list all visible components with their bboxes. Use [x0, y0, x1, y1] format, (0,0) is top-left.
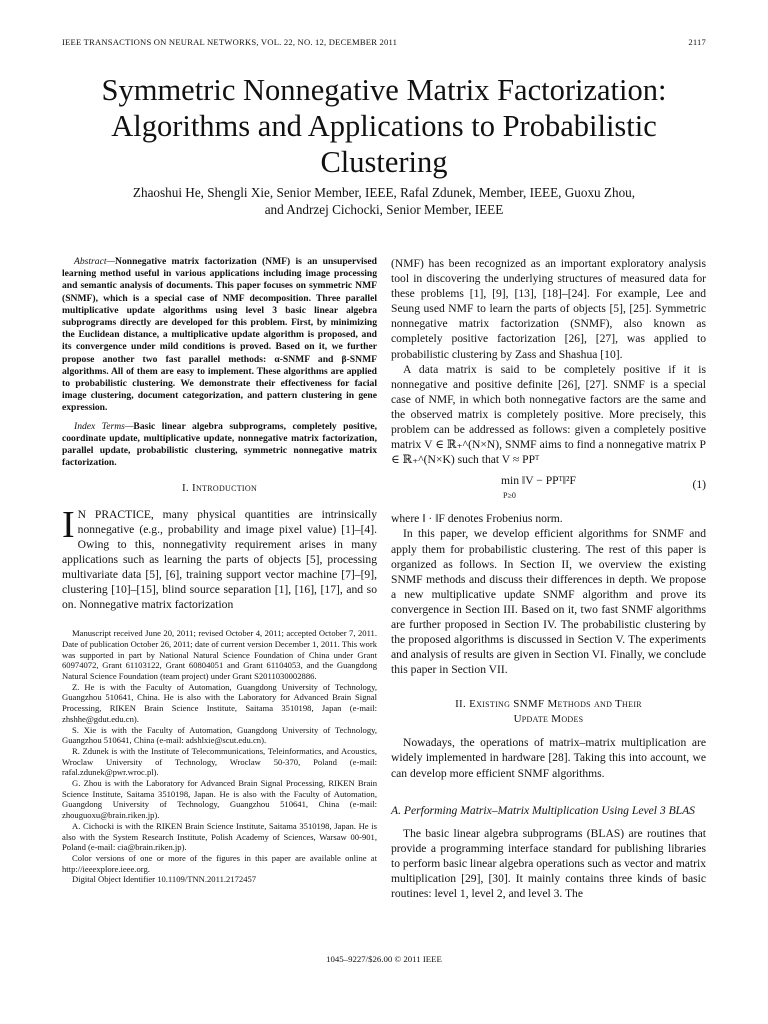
footnotes [62, 628, 377, 885]
section2-line-1: II. Existing SNMF Methods and Their [455, 698, 642, 711]
footnote-manuscript: Manuscript received June 20, 2011; revised October 4, 2011; accepted October 7, 2011. Date of publication October 26, 2011; date of current version December 1, 2011. This work was supported in part by National Natural Science Foundation of China under Grant 60974072, Grant 61103122, Grant 60804051 and Grant 61104053, and the Guangdong Natural Science Foundation (team project) under Grant S2011030002886. [62, 628, 377, 682]
equation-subscript: P≥0 [503, 491, 516, 501]
intro-paragraph [62, 503, 377, 613]
frobenius-line: where ‖ · ‖F denotes Frobenius norm. [391, 512, 563, 526]
equation-text: min ‖V − PPᵀ‖²F [501, 474, 576, 488]
nmf-paragraph: (NMF) has been recognized as an important exploratory analysis tool in discovering the underlying structures of measured data for these problems [1], [9], [13], [18]–[24]. For example, Lee and Seung used NMF to learn the parts of objects [5], [25]. Symmetric nonnegative matrix factorization (SNMF), also known as completely positive factorization [26], [27], was applied to probabilistic clustering by Zass and Shashua [10]. [391, 257, 706, 361]
right-column [391, 256, 706, 901]
left-column [62, 256, 377, 885]
section-heading-existing-snmf [391, 697, 706, 727]
footnote-doi: Digital Object Identifier 10.1109/TNN.2011.2172457 [72, 874, 257, 885]
abstract-label: Abstract— [74, 256, 116, 267]
equation-1 [391, 473, 706, 507]
footnote-cichocki: A. Cichocki is with the RIKEN Brain Science Institute, Saitama 3510198, Japan. He is also with the System Research Institute, Polish Academy of Sciences, Warsaw 00-901, Poland (e-mail: cia@brain.riken.jp). [62, 820, 377, 853]
title-line-1: Symmetric Nonnegative Matrix Factorization: [101, 73, 667, 107]
hardware-paragraph: Nowadays, the operations of matrix–matrix multiplication are widely implemented in hardware [28]. Taking this into account, we can develop more efficient SNMF algorithms. [391, 736, 706, 780]
footnote-zdunek: R. Zdunek is with the Institute of Telecommunications, Teleinformatics, and Acoustics, Wroclaw University of Technology, Wroclaw 50-370, Poland (e-mail: rafal.zdunek@pwr.wroc.pl). [62, 745, 377, 778]
index-terms-label: Index Terms— [74, 420, 134, 432]
intro-text: N PRACTICE, many physical quantities are intrinsically nonnegative (e.g., probability and image pixel value) [1]–[4]. Owing to this, nonnegativity requirement arises in many applications such as learning the parts of objects [5], processing multivariate data [5], [6], training support vector machine [7]–[9], clustering [10]–[15], blind source separation [1], [16], [17], and so on. Nonnegative matrix factorization [62, 507, 377, 612]
author-line-1: Zhaoshui He, Shengli Xie, Senior Member, IEEE, Rafal Zdunek, Member, IEEE, Guoxu Zhou, [132, 185, 636, 200]
title-line-2: Algorithms and Applications to Probabilistic [111, 109, 657, 143]
drop-cap: I [62, 503, 75, 546]
equation-number: (1) [692, 478, 706, 492]
footnote-zhou: G. Zhou is with the Laboratory for Advanced Brain Signal Processing, RIKEN Brain Science Institute, Saitama 3510198, Japan. He is also with the Faculty of Automation, Guangdong University of Technology, Guangzhou 510641, China (e-mail: zhouguoxu@brain.riken.jp). [62, 778, 377, 821]
abstract [62, 256, 377, 415]
footnote-color: Color versions of one or more of the figures in this paper are available online at http://ieeexplore.ieee.org. [62, 852, 377, 874]
title-line-3: Clustering [320, 145, 448, 179]
section-heading-introduction: I. Introduction [181, 482, 258, 495]
index-terms-text: Basic linear algebra subprograms, completely positive, coordinate update, multiplicative update, nonnegative matrix factorization, parallel update, probabilistic clustering, symmetric nonnegative matrix factorization. [62, 420, 377, 469]
page-number: 2117 [688, 37, 706, 47]
section2-line-2: Update Modes [513, 713, 584, 726]
abstract-text: Nonnegative matrix factorization (NMF) is an unsupervised learning method useful in various applications including image processing and semantic analysis of documents. This paper focuses on symmetric NMF (SNMF), which is a special case of NMF decomposition. Three parallel multiplicative update algorithms using level 3 basic linear algebra subprograms directly are developed for this problem. First, by minimizing the Euclidean distance, a multiplicative update algorithm is proposed, and its convergence under mild conditions is proved. Based on it, we further propose another two fast parallel methods: α-SNMF and β-SNMF algorithms. All of them are easy to implement. These algorithms are applied to probabilistic clustering. We demonstrate their effectiveness for facial image clustering, document categorization, and pattern clustering in gene expression. [62, 256, 377, 414]
author-list [40, 184, 728, 218]
index-terms [62, 421, 377, 470]
subsection-heading-blas: A. Performing Matrix–Matrix Multiplication Using Level 3 BLAS [391, 803, 695, 817]
footnote-he: Z. He is with the Faculty of Automation, Guangdong University of Technology, Guangzhou 510641, China. He is also with the Laboratory for Advanced Brain Signal Processing, RIKEN Brain Science Institute, Saitama 3510198, Japan (e-mail: zhshhe@gdut.edu.cn). [62, 681, 377, 724]
completely-positive-paragraph: A data matrix is said to be completely positive if it is nonnegative and positive definite [26], [27]. SNMF is a special case of NMF, in which both nonnegative factors are the same and the observed matrix is completely positive. More precisely, this problem can be addressed as follows: given a completely positive matrix V ∈ ℝ₊^(N×N), SNMF aims to find a nonnegative matrix P ∈ ℝ₊^(N×K) such that V ≈ PPᵀ [391, 362, 706, 467]
running-header [62, 37, 706, 47]
copyright-footer: 1045–9227/$26.00 © 2011 IEEE [326, 954, 442, 964]
journal-line: IEEE TRANSACTIONS ON NEURAL NETWORKS, VOL. 22, NO. 12, DECEMBER 2011 [62, 37, 398, 47]
author-line-2: and Andrzej Cichocki, Senior Member, IEEE [264, 202, 504, 217]
organization-paragraph: In this paper, we develop efficient algorithms for SNMF and apply them for probabilistic clustering. The rest of this paper is organized as follows. In Section II, we overview the existing SNMF methods and discuss their differences in depth. We propose a new multiplicative update SNMF algorithm and prove its convergence in Section III. Based on it, two fast SNMF algorithms are further proposed in Section IV. The probabilistic clustering by the proposed algorithms is discussed in Section V. The experiments and analysis of results are given in Section VI. Finally, we conclude this paper in Section VII. [391, 527, 706, 677]
paper-title [40, 72, 728, 180]
blas-paragraph: The basic linear algebra subprograms (BLAS) are routines that provide a programming interface standard for publishing libraries to perform basic linear algebra operations such as vector and matrix multiplication [29], [30]. It mainly contains three kinds of basic routines: level 1, level 2, and level 3. The [391, 826, 706, 900]
footnote-xie: S. Xie is with the Faculty of Automation, Guangdong University of Technology, Guangzhou 510641, China (e-mail: adshlxie@scut.edu.cn). [62, 724, 377, 746]
